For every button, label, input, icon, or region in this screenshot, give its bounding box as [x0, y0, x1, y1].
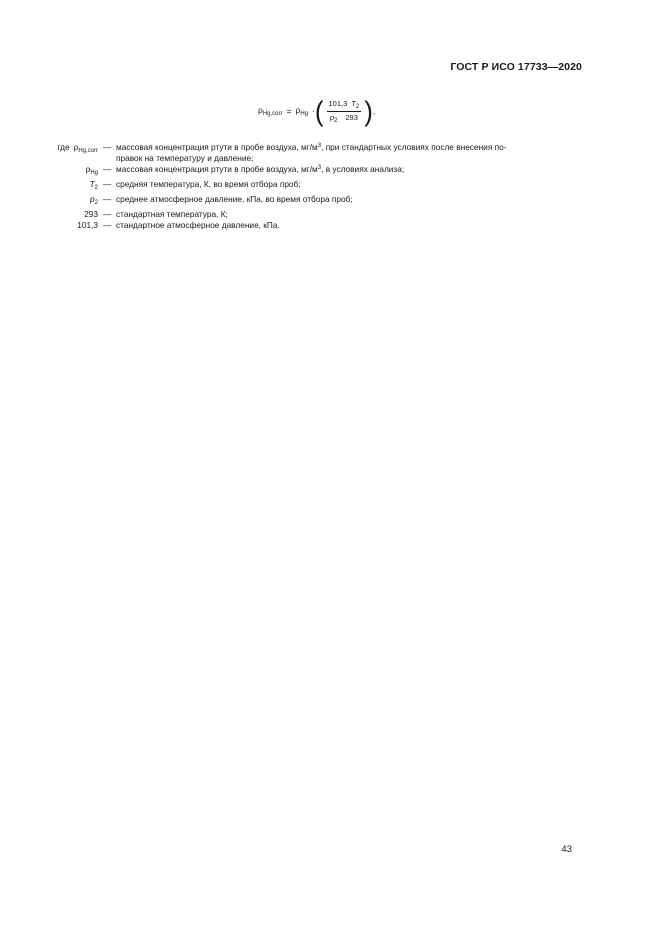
- page-number: 43: [561, 844, 572, 855]
- formula-lhs: $\rho_{Hg,corr}$: [258, 105, 283, 117]
- formula-fraction: [324, 99, 365, 124]
- fraction-numerator: 101,3 $T_2$: [328, 98, 360, 110]
- legend-symbol: $p_2$: [90, 194, 98, 206]
- formula-tail: ,: [372, 106, 376, 116]
- legend-row: $\rho_{Hg}$ — массовая концентрация ртути в пробе воздуха, $мг/м^3$, в условиях анализа;: [46, 164, 586, 179]
- legend-row: 101,3 — стандартное атмосферное давление, кПа.: [46, 220, 586, 231]
- formula-equals: =: [286, 106, 292, 116]
- legend-text: массовая концентрация ртути в пробе воздуха, $мг/м^3$, при стандартных условиях после внесения по- правок на температуру и давление;: [116, 142, 507, 163]
- legend-row: где $\rho_{Hg,corr}$ — массовая концентрация ртути в пробе воздуха, $мг/м^3$, при стандартных условиях после внесения по- правок на температуру и давление;: [46, 142, 586, 164]
- legend-row: $T_2$ — средняя температура, К, во время отбора проб;: [46, 179, 586, 194]
- legend-row: $p_2$ — среднее атмосферное давление, кПа, во время отбора проб;: [46, 194, 586, 209]
- formula-rhs: $\rho_{Hg}$: [295, 105, 308, 117]
- legend-symbol: $\rho_{Hg}$: [85, 164, 98, 176]
- legend-text: стандартная температура, К;: [116, 209, 228, 219]
- right-paren: ): [364, 95, 373, 127]
- legend-text: среднее атмосферное давление, кПа, во время отбора проб;: [116, 194, 353, 204]
- symbol-legend: [46, 142, 586, 231]
- legend-row: 293 — стандартная температура, К;: [46, 209, 586, 220]
- legend-text: средняя температура, К, во время отбора проб;: [116, 179, 301, 189]
- legend-symbol: $T_2$: [89, 179, 98, 191]
- left-paren: (: [314, 95, 324, 127]
- legend-text: стандартное атмосферное давление, кПа.: [116, 220, 280, 230]
- correction-formula: [258, 96, 375, 126]
- document-header: ГОСТ Р ИСО 17733—2020: [450, 61, 582, 73]
- legend-symbol: где $\rho_{Hg,corr}$: [57, 142, 98, 154]
- formula-dot: ·: [312, 106, 315, 116]
- legend-text: массовая концентрация ртути в пробе воздуха, $мг/м^3$, в условиях анализа;: [116, 164, 405, 174]
- legend-symbol: 293: [84, 209, 98, 219]
- fraction-denominator: $p_2$ 293: [329, 112, 358, 124]
- legend-symbol: 101,3: [77, 220, 98, 230]
